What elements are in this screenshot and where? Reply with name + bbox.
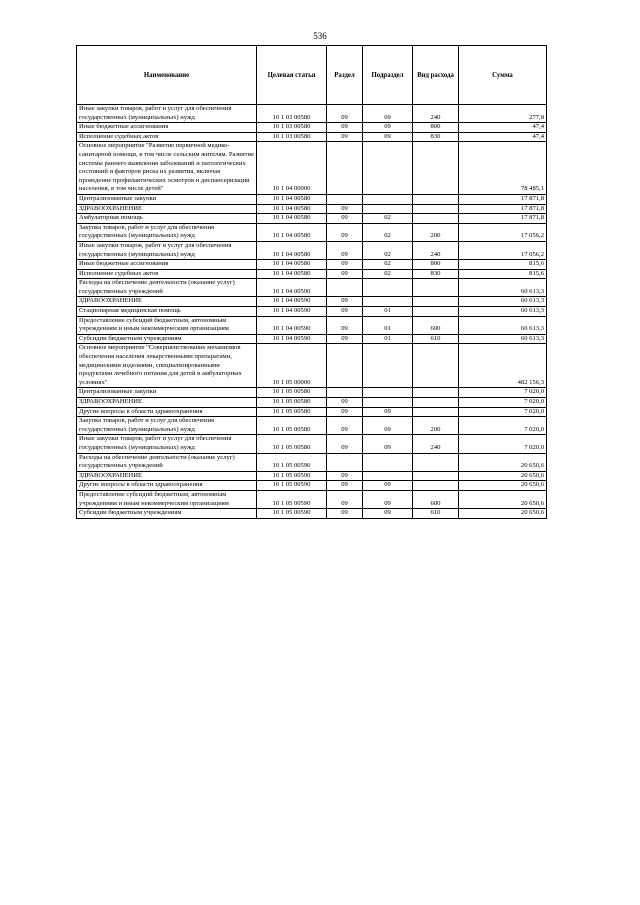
row-name-cell: Закупка товаров, работ и услуг для обеспечения государственных (муниципальных) нужд [77,223,257,241]
table-row [77,344,547,388]
row-section-cell: 09 [327,204,363,214]
row-target-article-cell: 10 1 04 00590 [257,307,327,317]
row-expense-type-cell [413,194,459,204]
table-row [77,132,547,142]
row-section-cell: 09 [327,260,363,270]
row-sum-cell: 20 650,6 [459,509,547,519]
row-sum-cell: 7 020,0 [459,398,547,408]
table-row [77,260,547,270]
row-name-cell: Субсидии бюджетным учреждениям [77,334,257,344]
row-name-cell: Другие вопросы в области здравоохранения [77,481,257,491]
table-row [77,214,547,224]
row-sum-cell: 47,4 [459,132,547,142]
row-subsection-cell: 01 [363,334,413,344]
row-target-article-cell: 10 1 05 00580 [257,417,327,435]
row-section-cell: 09 [327,509,363,519]
row-name-cell: Иные закупки товаров, работ и услуг для обеспечения государственных (муниципальных) нужд [77,435,257,453]
row-subsection-cell: 02 [363,260,413,270]
row-sum-cell: 17 871,8 [459,214,547,224]
table-row [77,142,547,195]
row-section-cell: 09 [327,132,363,142]
row-section-cell: 09 [327,398,363,408]
row-section-cell: 09 [327,407,363,417]
row-expense-type-cell: 610 [413,334,459,344]
table-row [77,388,547,398]
row-name-cell: ЗДРАВООХРАНЕНИЕ [77,204,257,214]
row-expense-type-cell: 240 [413,435,459,453]
row-section-cell: 09 [327,297,363,307]
row-subsection-cell: 09 [363,435,413,453]
table-row [77,398,547,408]
row-subsection-cell [363,388,413,398]
row-expense-type-cell: 610 [413,509,459,519]
row-subsection-cell: 09 [363,490,413,508]
row-sum-cell: 7 020,0 [459,407,547,417]
row-target-article-cell: 10 1 05 00590 [257,490,327,508]
row-name-cell: Амбулаторная помощь [77,214,257,224]
row-subsection-cell [363,344,413,388]
row-name-cell: Другие вопросы в области здравоохранения [77,407,257,417]
row-expense-type-cell: 240 [413,241,459,259]
row-target-article-cell: 10 1 05 00000 [257,344,327,388]
table-row [77,407,547,417]
header-name: Наименование [77,46,257,105]
row-subsection-cell: 09 [363,132,413,142]
row-name-cell: Расходы на обеспечение деятельности (оказание услуг) государственных учреждений [77,279,257,297]
row-target-article-cell: 10 1 04 00580 [257,241,327,259]
page-number: 536 [313,31,327,41]
row-sum-cell: 17 056,2 [459,241,547,259]
row-subsection-cell: 09 [363,417,413,435]
row-target-article-cell: 10 1 05 00590 [257,471,327,481]
row-sum-cell: 815,6 [459,269,547,279]
row-expense-type-cell [413,453,459,471]
row-section-cell [327,194,363,204]
table-header-row [77,46,547,105]
row-expense-type-cell [413,204,459,214]
row-section-cell: 09 [327,269,363,279]
row-target-article-cell: 10 1 04 00580 [257,214,327,224]
row-name-cell: Исполнение судебных актов [77,132,257,142]
row-section-cell: 09 [327,316,363,334]
row-sum-cell: 482 156,3 [459,344,547,388]
row-expense-type-cell: 600 [413,490,459,508]
header-sum: Сумма [459,46,547,105]
table-row [77,509,547,519]
row-expense-type-cell [413,214,459,224]
table-row [77,223,547,241]
row-sum-cell: 60 613,3 [459,316,547,334]
header-expense-type: Вид расхода [413,46,459,105]
row-target-article-cell: 10 1 04 00580 [257,223,327,241]
row-sum-cell: 20 650,6 [459,490,547,508]
row-expense-type-cell [413,398,459,408]
row-section-cell [327,453,363,471]
row-sum-cell: 20 650,6 [459,471,547,481]
row-expense-type-cell [413,388,459,398]
row-sum-cell: 20 650,6 [459,453,547,471]
row-name-cell: Централизованные закупки [77,388,257,398]
row-expense-type-cell: 240 [413,105,459,123]
row-section-cell: 09 [327,214,363,224]
row-expense-type-cell: 830 [413,269,459,279]
row-section-cell: 09 [327,334,363,344]
row-section-cell: 09 [327,105,363,123]
header-subsection: Подраздел [363,46,413,105]
row-name-cell: Основное мероприятие "Развитие первичной медико-санитарной помощи, в том числе сельским жителям. Развитие системы раннего выявления заболеваний и патологических состояний и факторов риска их развития, включая проведение профилактических осмотров и диспансеризации населения, в том числе детей" [77,142,257,195]
row-subsection-cell: 09 [363,105,413,123]
row-target-article-cell: 10 1 04 00580 [257,269,327,279]
row-subsection-cell [363,398,413,408]
table-row [77,297,547,307]
row-section-cell: 09 [327,241,363,259]
row-expense-type-cell: 800 [413,123,459,133]
row-section-cell: 09 [327,435,363,453]
table-row [77,417,547,435]
table-body [77,105,547,519]
row-name-cell: Исполнение судебных актов [77,269,257,279]
row-sum-cell: 60 613,3 [459,307,547,317]
row-subsection-cell [363,142,413,195]
table-row [77,481,547,491]
row-target-article-cell: 10 1 04 00580 [257,194,327,204]
row-section-cell: 09 [327,307,363,317]
row-sum-cell: 60 613,3 [459,334,547,344]
header-section: Раздел [327,46,363,105]
row-target-article-cell: 10 1 05 00590 [257,509,327,519]
row-expense-type-cell: 200 [413,417,459,435]
row-subsection-cell [363,471,413,481]
row-subsection-cell: 09 [363,123,413,133]
row-name-cell: Иные закупки товаров, работ и услуг для обеспечения государственных (муниципальных) нужд [77,241,257,259]
row-subsection-cell [363,453,413,471]
row-expense-type-cell [413,297,459,307]
row-name-cell: Основное мероприятие "Совершенствование механизмов обеспечения населения лекарственными препаратами, медицинскими изделиями, специализированными продуктами лечебного питания для детей в амбулаторных условиях" [77,344,257,388]
row-name-cell: ЗДРАВООХРАНЕНИЕ [77,471,257,481]
row-expense-type-cell [413,471,459,481]
row-name-cell: Иные бюджетные ассигнования [77,123,257,133]
table-row [77,123,547,133]
row-expense-type-cell [413,481,459,491]
table-row [77,204,547,214]
row-target-article-cell: 10 1 04 00580 [257,260,327,270]
row-section-cell: 09 [327,417,363,435]
row-sum-cell: 7 020,0 [459,417,547,435]
row-target-article-cell: 10 1 04 00590 [257,279,327,297]
row-sum-cell: 78 485,1 [459,142,547,195]
row-subsection-cell: 02 [363,241,413,259]
row-expense-type-cell: 200 [413,223,459,241]
table-row [77,105,547,123]
row-target-article-cell: 10 1 05 00580 [257,435,327,453]
table-row [77,279,547,297]
row-target-article-cell: 10 1 05 00580 [257,388,327,398]
row-subsection-cell: 09 [363,407,413,417]
row-sum-cell: 277,8 [459,105,547,123]
row-name-cell: Иные бюджетные ассигнования [77,260,257,270]
row-subsection-cell: 02 [363,269,413,279]
row-sum-cell: 7 020,0 [459,388,547,398]
table-row [77,307,547,317]
row-name-cell: Централизованные закупки [77,194,257,204]
row-section-cell: 09 [327,490,363,508]
row-subsection-cell: 09 [363,509,413,519]
row-section-cell: 09 [327,471,363,481]
row-subsection-cell: 02 [363,214,413,224]
row-subsection-cell: 01 [363,316,413,334]
row-name-cell: Иные закупки товаров, работ и услуг для обеспечения государственных (муниципальных) нужд [77,105,257,123]
row-target-article-cell: 10 1 05 00580 [257,407,327,417]
table-row [77,435,547,453]
row-section-cell [327,388,363,398]
row-name-cell: Предоставление субсидий бюджетным, автономным учреждениям и иным некоммерческим организациям [77,316,257,334]
row-section-cell: 09 [327,223,363,241]
row-name-cell: Предоставление субсидий бюджетным, автономным учреждениям и иным некоммерческим организациям [77,490,257,508]
row-name-cell: Расходы на обеспечение деятельности (оказание услуг) государственных учреждений [77,453,257,471]
row-target-article-cell: 10 1 04 00000 [257,142,327,195]
row-sum-cell: 17 871,8 [459,194,547,204]
row-expense-type-cell: 800 [413,260,459,270]
row-section-cell [327,279,363,297]
table-row [77,453,547,471]
row-name-cell: Субсидии бюджетным учреждениям [77,509,257,519]
row-sum-cell: 7 020,0 [459,435,547,453]
row-name-cell: ЗДРАВООХРАНЕНИЕ [77,297,257,307]
row-section-cell: 09 [327,481,363,491]
row-sum-cell: 17 056,2 [459,223,547,241]
row-subsection-cell [363,194,413,204]
table-row [77,334,547,344]
budget-table [76,45,547,519]
row-sum-cell: 60 613,3 [459,297,547,307]
row-subsection-cell: 02 [363,223,413,241]
table-row [77,241,547,259]
row-sum-cell: 60 613,3 [459,279,547,297]
row-target-article-cell: 10 1 04 00590 [257,297,327,307]
row-sum-cell: 47,4 [459,123,547,133]
table-row [77,194,547,204]
row-target-article-cell: 10 1 03 00580 [257,105,327,123]
row-target-article-cell: 10 1 05 00590 [257,453,327,471]
row-expense-type-cell [413,344,459,388]
row-sum-cell: 815,6 [459,260,547,270]
row-target-article-cell: 10 1 03 00580 [257,132,327,142]
table-row [77,490,547,508]
row-expense-type-cell [413,407,459,417]
row-expense-type-cell [413,279,459,297]
table-row [77,316,547,334]
header-target-article: Целевая статья [257,46,327,105]
row-section-cell [327,344,363,388]
row-target-article-cell: 10 1 05 00580 [257,398,327,408]
row-name-cell: ЗДРАВООХРАНЕНИЕ [77,398,257,408]
row-expense-type-cell: 600 [413,316,459,334]
row-target-article-cell: 10 1 04 00590 [257,334,327,344]
row-expense-type-cell [413,142,459,195]
row-subsection-cell: 09 [363,481,413,491]
row-expense-type-cell: 830 [413,132,459,142]
row-target-article-cell: 10 1 04 00580 [257,204,327,214]
row-expense-type-cell [413,307,459,317]
table-row [77,269,547,279]
row-section-cell: 09 [327,123,363,133]
row-subsection-cell [363,279,413,297]
row-subsection-cell [363,297,413,307]
row-target-article-cell: 10 1 05 00590 [257,481,327,491]
row-subsection-cell: 01 [363,307,413,317]
row-sum-cell: 20 650,6 [459,481,547,491]
row-subsection-cell [363,204,413,214]
row-target-article-cell: 10 1 03 00580 [257,123,327,133]
row-section-cell [327,142,363,195]
row-name-cell: Закупка товаров, работ и услуг для обеспечения государственных (муниципальных) нужд [77,417,257,435]
table-row [77,471,547,481]
row-target-article-cell: 10 1 04 00590 [257,316,327,334]
row-name-cell: Стационарная медицинская помощь [77,307,257,317]
row-sum-cell: 17 871,8 [459,204,547,214]
